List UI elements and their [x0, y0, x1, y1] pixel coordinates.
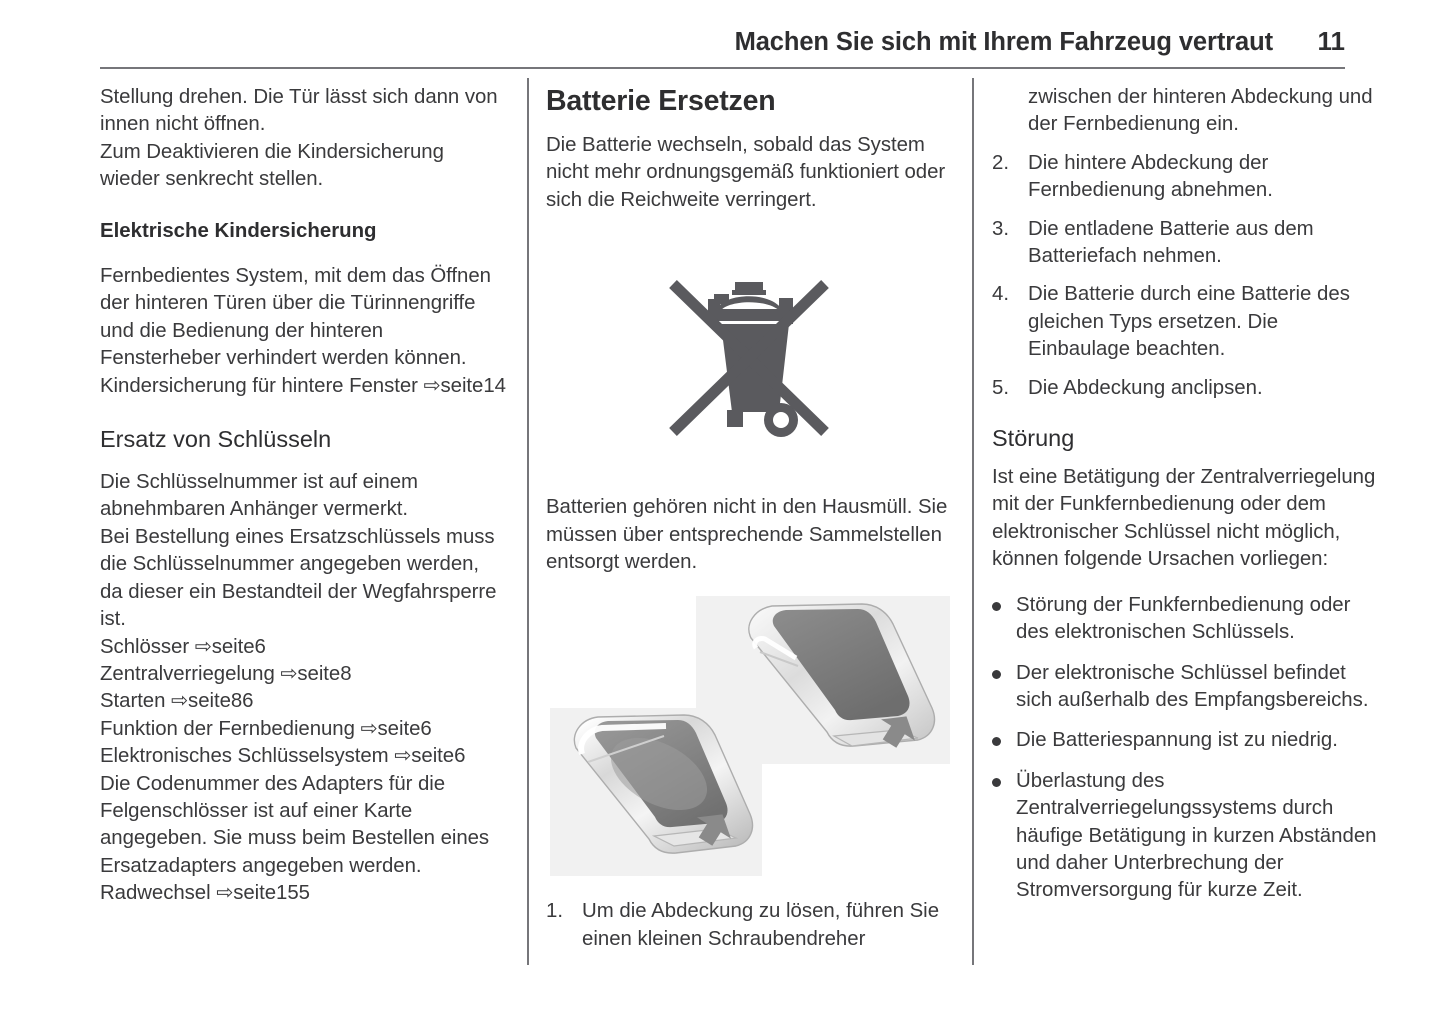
- fault-bullet-4: [992, 768, 1384, 905]
- step-number: 5.: [992, 376, 1010, 399]
- step-number: 2.: [992, 151, 1010, 174]
- step-text: Die Abdeckung anclipsen.: [1028, 376, 1263, 399]
- battery-intro-paragraph: Die Batterie wechseln, sobald das System nicht mehr ordnungsgemäß funktioniert oder sich die Reichweite verringert.: [546, 134, 946, 211]
- step-text: Um die Abdeckung zu lösen, führen Sie einen kleinen Schraubendreher: [582, 900, 940, 950]
- step-item-4: [992, 281, 1384, 363]
- step-item-2: [992, 150, 1384, 205]
- key-fob-cover-removal-figure: [546, 596, 950, 878]
- spacer: [992, 413, 1384, 423]
- key-fob-illustration: [546, 596, 950, 878]
- spacer: [546, 118, 950, 132]
- right-column: [992, 84, 1384, 905]
- step-item-1: [546, 898, 950, 953]
- crossref-starting: Starten ⇨seite86: [100, 690, 254, 713]
- crossref-electronic-key-system: Elektronisches Schlüsselsystem ⇨seite6: [100, 745, 466, 768]
- bullet-dot-icon: [992, 660, 1016, 715]
- heading-fault: Störung: [992, 425, 1075, 452]
- fault-bullet-text: Die Batteriespannung ist zu niedrig.: [1016, 729, 1338, 752]
- column-divider-left: [527, 78, 529, 965]
- bullet-dot-icon: [992, 727, 1016, 754]
- bullet-dot-icon: [992, 768, 1016, 905]
- step-number: 4.: [992, 283, 1010, 306]
- spacer: [992, 454, 1384, 464]
- step-number: 1.: [546, 900, 564, 923]
- column-divider-right: [972, 78, 974, 965]
- fault-bullet-text: Der elektronische Schlüssel befindet sich außerhalb des Empfangsbereichs.: [1016, 661, 1369, 711]
- crossref-remote-function: Funktion der Fernbedienung ⇨seite6: [100, 717, 432, 740]
- battery-disposal-paragraph: Batterien gehören nicht in den Hausmüll. Sie müssen über entsprechende Sammelstellen entsorgt werden.: [546, 496, 948, 574]
- adapter-paragraph: Die Codenummer des Adapters für die Felgenschlösser ist auf einer Karte angegeben. Sie muss beim Bestellen eines Ersatzadapters angegeben werden.: [100, 772, 490, 877]
- fault-bullet-text: Überlastung des Zentralverriegelungssystems durch häufige Betätigung in kurzen Abständen und daher Unterbrechung der Stromversorgung für kurze Zeit.: [1016, 769, 1377, 902]
- crossref-locks: Schlösser ⇨seite6: [100, 635, 266, 658]
- middle-column: [546, 84, 950, 953]
- fault-paragraph: Ist eine Betätigung der Zentralverriegelung mit der Funkfernbedienung oder dem elektronischer Schlüssel nicht möglich, können folgende Ursachen vorliegen:: [992, 466, 1376, 571]
- intro-paragraph-2: Zum Deaktivieren die Kindersicherung wieder senkrecht stellen.: [100, 140, 444, 191]
- step-text: Die hintere Abdeckung der Fernbedienung abnehmen.: [1028, 151, 1273, 202]
- spare-keys-paragraph-2: Bei Bestellung eines Ersatzschlüssels muss die Schlüsselnummer angegeben werden, da dieser ein Bestandteil der Wegfahrsperre ist.: [100, 525, 497, 631]
- page-number: 11: [1317, 26, 1345, 56]
- page-title: Machen Sie sich mit Ihrem Fahrzeug vertraut: [734, 28, 1273, 56]
- step-number: 3.: [992, 217, 1010, 240]
- subheading-electric-child-lock: Elektrische Kindersicherung: [100, 219, 377, 242]
- spacer: [546, 442, 950, 494]
- spacer: [100, 245, 506, 263]
- intro-paragraph-1: Stellung drehen. Die Tür lässt sich dann von innen nicht öffnen.: [100, 86, 498, 136]
- page-header: [100, 26, 1345, 72]
- section-title-battery-replacement: Batterie Ersetzen: [546, 85, 776, 117]
- fault-bullet-text: Störung der Funkfernbedienung oder des elektronischen Schlüssels.: [1016, 593, 1351, 644]
- electric-child-lock-crossref: Kindersicherung für hintere Fenster ⇨seite14: [100, 374, 506, 397]
- step-item-3: [992, 216, 1384, 271]
- step-text: Die entladene Batterie aus dem Batteriefach nehmen.: [1028, 217, 1314, 268]
- step-text: Die Batterie durch eine Batterie des gleichen Typs ersetzen. Die Einbaulage beachten.: [1028, 283, 1350, 361]
- spacer: [546, 878, 950, 898]
- step-item-5: [992, 375, 1384, 402]
- left-column: [100, 84, 506, 908]
- fault-bullet-1: [992, 592, 1384, 647]
- fault-bullet-2: [992, 660, 1384, 715]
- header-rule: [100, 67, 1345, 69]
- step-item-1-continuation: [992, 84, 1384, 139]
- spare-keys-paragraph-1: Die Schlüsselnummer ist auf einem abnehmbaren Anhänger vermerkt.: [100, 471, 418, 521]
- step-text: zwischen der hinteren Abdeckung und der Fernbedienung ein.: [1028, 86, 1373, 136]
- fault-bullet-3: [992, 727, 1384, 754]
- crossed-out-wheelie-bin-icon: [661, 262, 836, 442]
- electric-child-lock-paragraph: Fernbedientes System, mit dem das Öffnen der hinteren Türen über die Türinnengriffe und die Bedienung der hinteren Fensterheber verhindert werden können.: [100, 265, 491, 370]
- bullet-dot-icon: [992, 592, 1016, 647]
- spacer: [992, 574, 1384, 592]
- crossref-wheel-change: Radwechsel ⇨seite155: [100, 882, 310, 905]
- weee-icon-container: [546, 262, 950, 442]
- spacer: [100, 455, 506, 469]
- heading-spare-keys: Ersatz von Schlüsseln: [100, 426, 332, 453]
- spacer: [100, 194, 506, 218]
- crossref-central-locking: Zentralverriegelung ⇨seite8: [100, 662, 352, 685]
- spacer: [100, 400, 506, 424]
